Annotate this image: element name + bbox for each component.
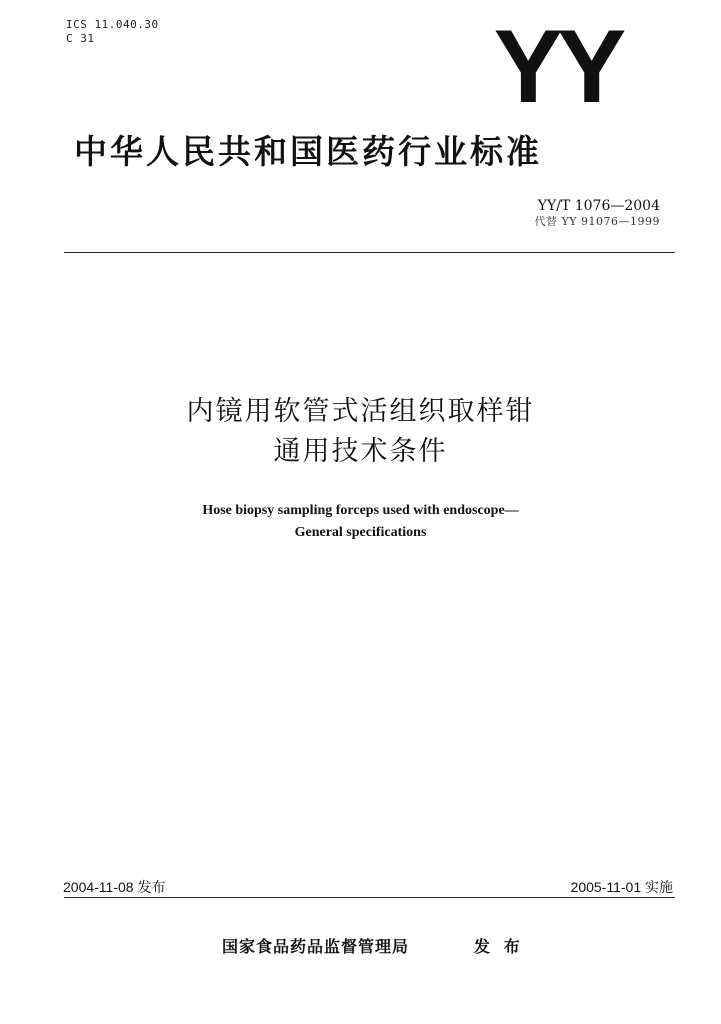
chinese-title-line-1: 内镜用软管式活组织取样钳 [186,396,535,427]
ics-code: ICS 11.040.30 [66,18,159,31]
yy-logo-text: YY [493,18,621,108]
standard-number-block [534,199,660,229]
chinese-title [0,392,721,472]
standard-category-title: 中华人民共和国医药行业标准 [74,132,542,171]
standard-number: YY/T 1076—2004 [537,198,660,214]
ccs-code: C 31 [66,32,95,45]
english-title-line-2: General specifications [294,525,427,540]
english-title [0,500,721,544]
issue-date: 2004-11-08 发布 [63,879,166,895]
replaces-standard: 代替 YY 91076—1999 [534,215,660,228]
classification-codes [66,18,159,46]
top-divider [64,252,675,253]
english-title-line-1: Hose biopsy sampling forceps used with endoscope— [202,503,519,518]
publisher-name: 国家食品药品监督管理局 [222,937,410,956]
yy-logo [482,18,632,108]
publish-label: 发 布 [474,937,520,956]
bottom-divider [64,897,675,898]
chinese-title-line-2: 通用技术条件 [273,436,448,467]
implementation-date: 2005-11-01 实施 [570,879,673,895]
